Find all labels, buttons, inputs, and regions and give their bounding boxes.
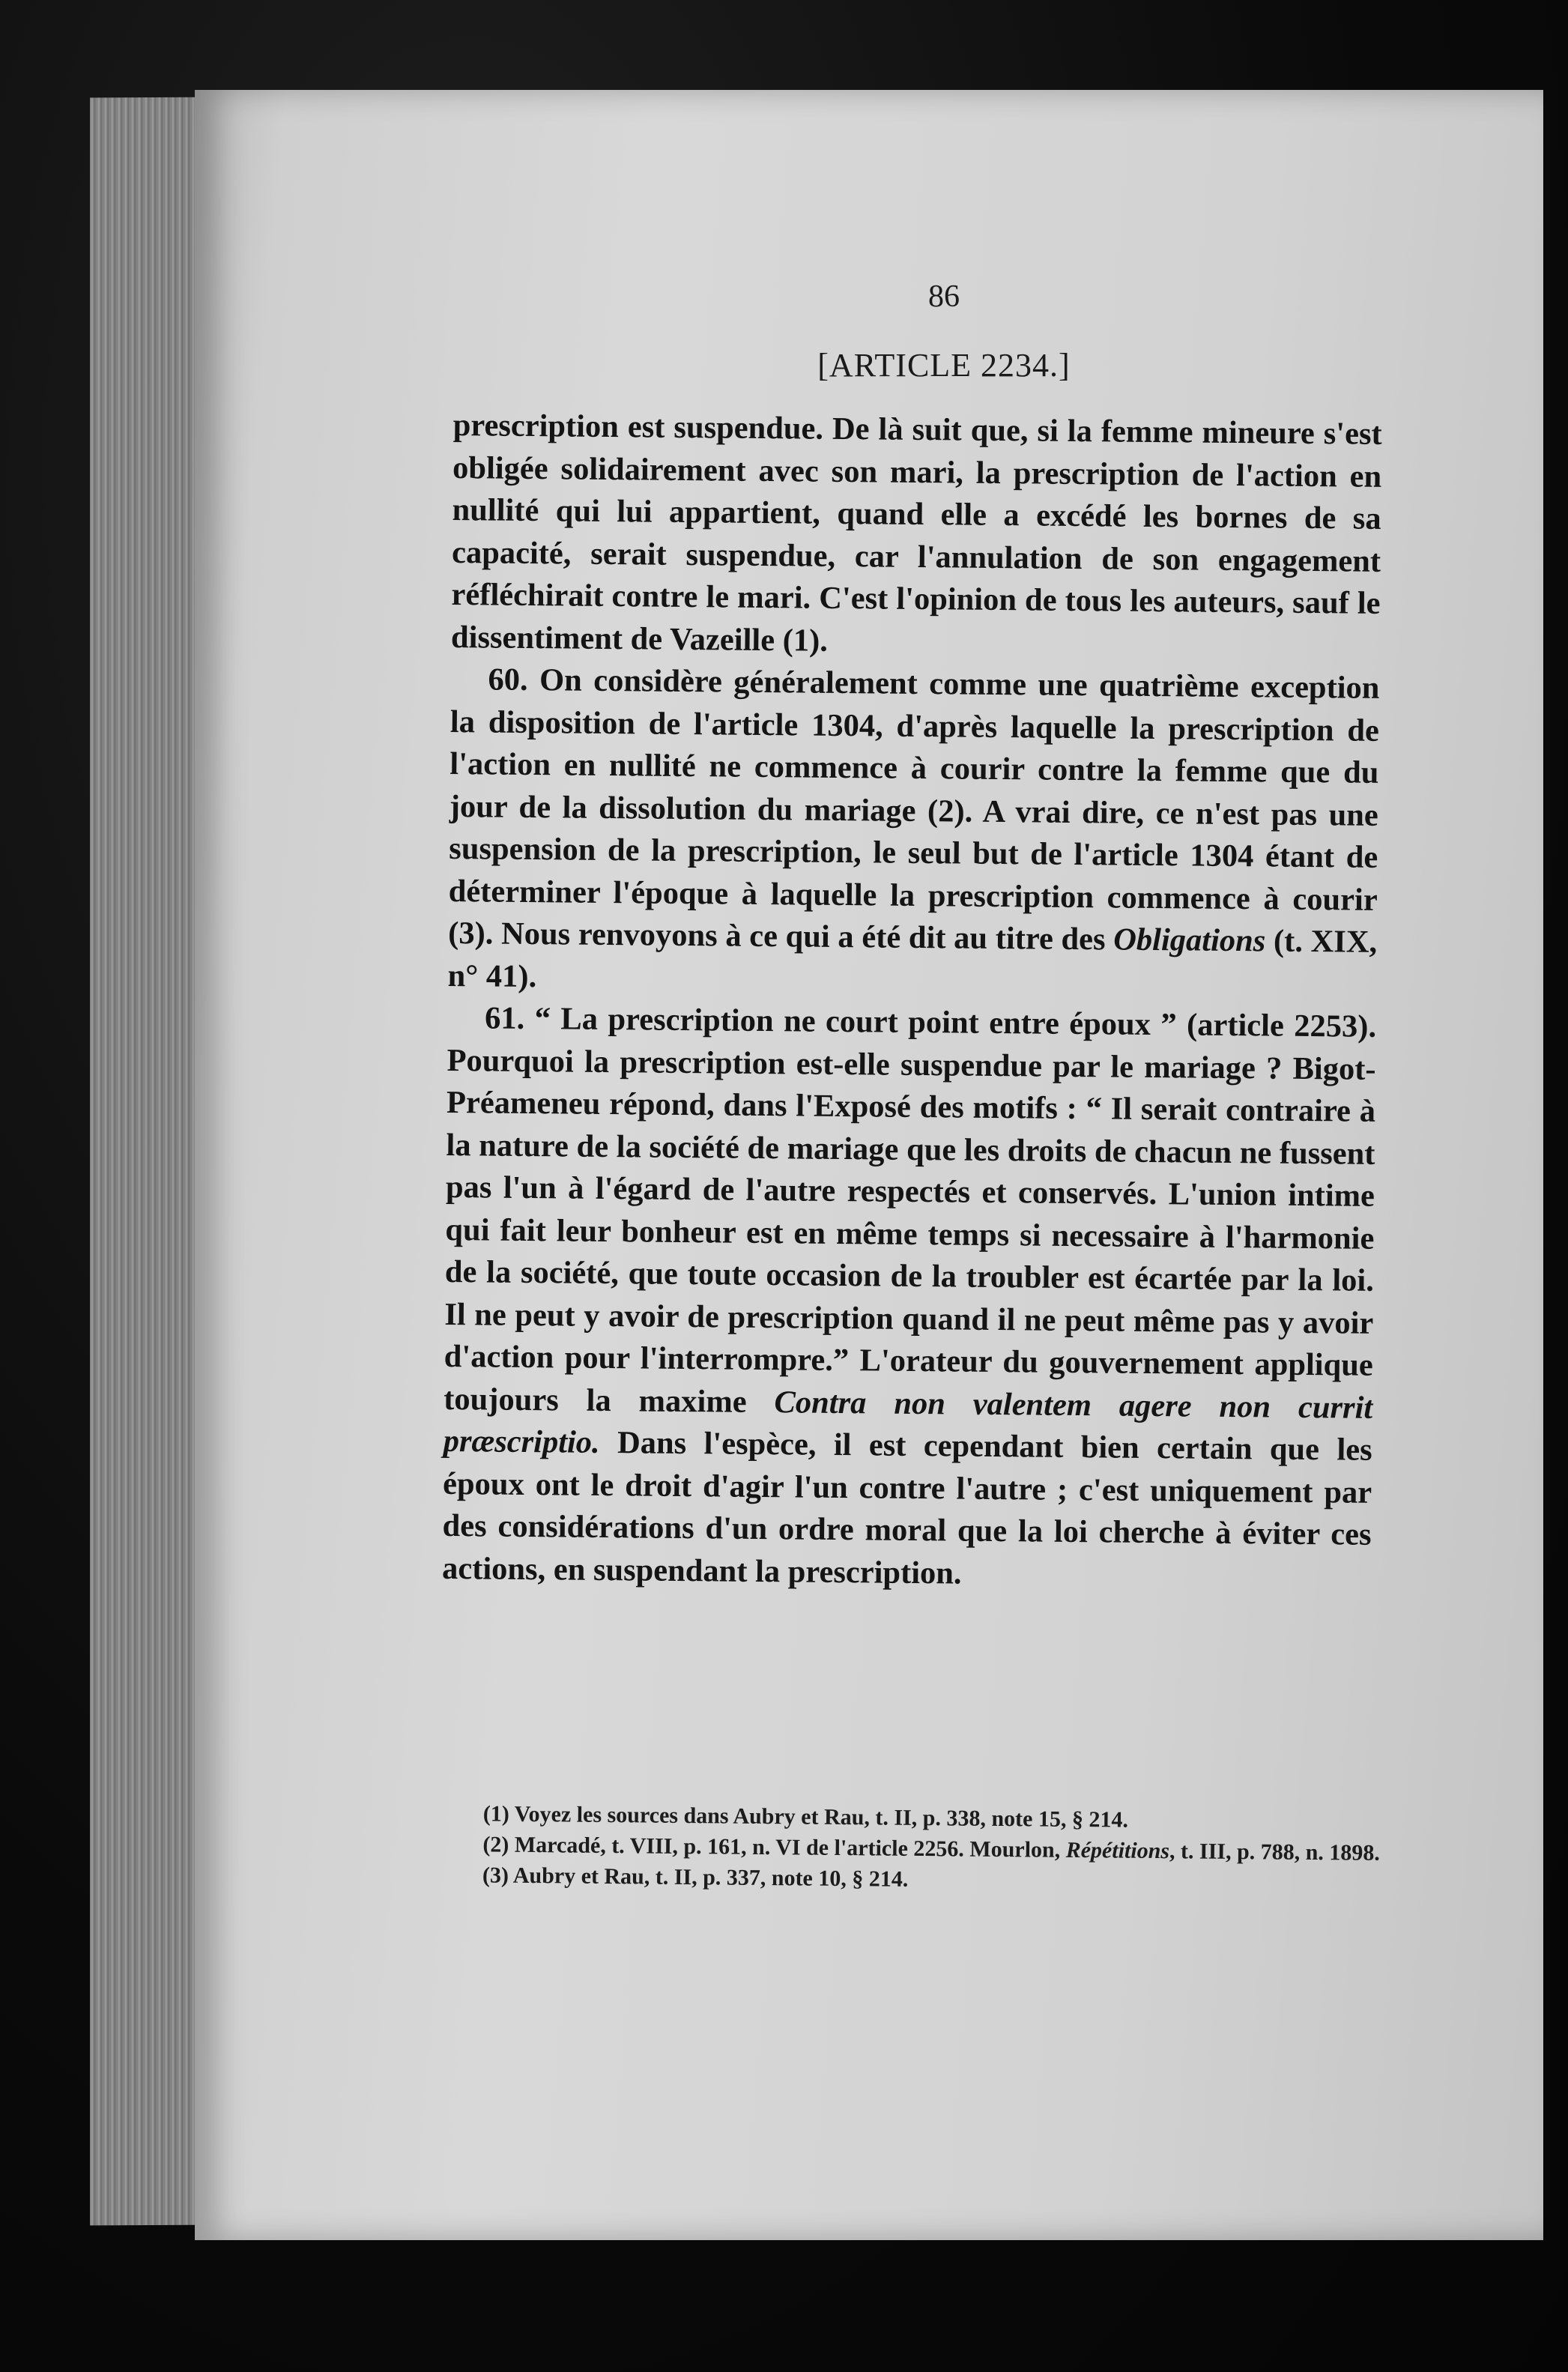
paragraph-text: 61. “ La prescription ne court point entre époux ” (article 2253). Pourquoi la prescription est-elle suspendue par le mariage ? Bigot-Préameneu répond, dans l'Exposé des motifs : “ Il serait contraire à la nature de la société de mariage que les droits de chacun ne fussent pas l'un à l'égard de l'autre respectés et conservés. L'union intime qui fait leur bonheur est en même temps si necessaire à l'harmonie de la société, que toute occasion de la troubler est écartée par la loi. Il ne peut y avoir de prescription quand il ne peut même pas y avoir d'action pour l'interrompre.” L'orateur du gouvernement applique toujours la maxime [444,1000,1377,1420]
italic-maxim: Contra non valentem agere non currit præscriptio. [443,1384,1373,1460]
book-page-edges [90,97,210,2226]
paragraph-continuation [451,405,1382,668]
italic-title: Répétitions [1065,1837,1170,1864]
paragraph-text: 60. On considère généralement comme une quatrième exception la disposition de l'article 1304, d'après laquelle la prescription de l'action en nullité ne commence à courir contre la femme que du jour de la dissolution du mariage (2). A vrai dire, ce n'est pas une suspension de la prescription, le seul but de l'article 1304 étant de déterminer l'époque à laquelle la prescription commence à courir (3). Nous renvoyons à ce qui a été dit au titre des [448,662,1380,957]
paragraph-60 [447,659,1379,1006]
page-number: 86 [928,279,960,314]
footnotes [452,1798,1382,1899]
footnote-1: (1) Voyez les sources dans Aubry et Rau, t. II, p. 338, note 15, § 214. [482,1801,1129,1833]
footnote-3: (3) Aubry et Rau, t. II, p. 337, note 10, § 214. [482,1863,909,1892]
running-head: [ARTICLE 2234.] [817,347,1071,384]
paragraph-text: Dans l'espèce, il est cependant bien certain que les époux ont le droit d'agir l'un contre l'autre ; c'est uniquement par des considérations d'un ordre moral que la loi cherche à éviter ces actions, en suspendant la prescription. [441,1424,1372,1591]
footnote-text: , t. III, p. 788, n. 1898. [1169,1839,1381,1866]
body-text [442,405,1382,1599]
footnote-text: (2) Marcadé, t. VIII, p. 161, n. VI de l'article 2256. Mourlon, [482,1832,1066,1863]
italic-title: Obligations [1113,922,1266,959]
paragraph-text: (t. XIX, n° 41). [447,923,1378,994]
paragraph-61 [442,997,1377,1599]
paragraph-text: prescription est suspendue. De là suit que, si la femme mineure s'est obligée solidairement avec son mari, la prescription de l'action en nullité qui lui appartient, quand elle a excédé les bornes de sa capacité, serait suspendue, car l'annulation de son engagement réfléchirait contre le mari. C'est l'opinion de tous les auteurs, sauf le dissentiment de Vazeille (1). [450,407,1382,659]
